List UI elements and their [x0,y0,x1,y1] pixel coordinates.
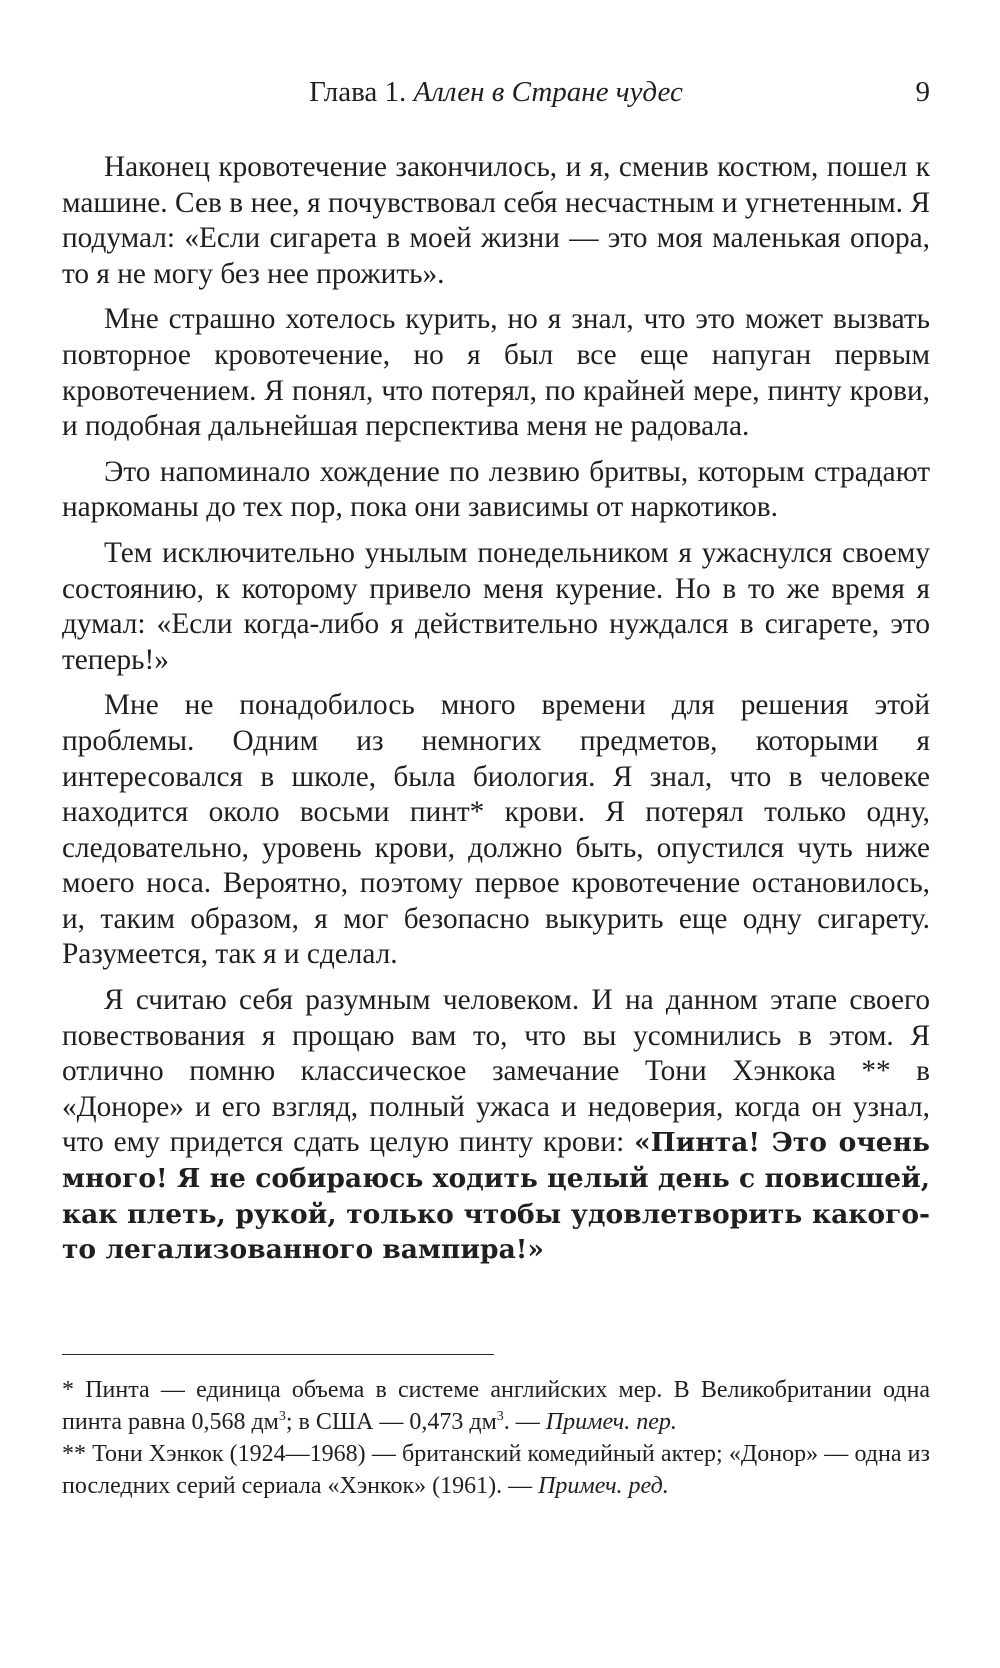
footnote-2 [62,1438,930,1502]
footnote-1-text: * Пинта — единица объема в системе английских мер. В Великобритании одна пинта равна 0,568 дм [62,1377,930,1435]
chapter-title: Аллен в Стране чудес [413,76,683,108]
footnote-1 [62,1374,930,1438]
footnote-2-text: ** Тони Хэнкок (1924—1968) — британский комедийный актер; «Донор» — одна из последних серий сериала «Хэнкок» (1961). — [62,1441,930,1499]
footnote-2-note: Примеч. ред. [538,1473,669,1499]
chapter-label: Глава 1. [309,76,407,108]
footnote-1-superscript-2: 3 [496,1409,504,1424]
footnote-1-middle: ; в США — 0,473 дм [285,1409,497,1435]
page-number: 9 [915,76,930,108]
footnote-1-note: Примеч. пер. [545,1409,677,1435]
footnote-1-superscript-1: 3 [278,1409,286,1424]
running-header [62,72,930,112]
paragraph-4: Тем исключительно унылым понедельником я ужаснулся своему состоянию, к которому привело меня курение. Но в то же время я думал: «Если когда-либо я действительно нуждался в сигарете, это теперь!» [62,536,930,676]
footnote-divider [62,1354,494,1355]
paragraph-6 [62,983,930,1268]
footnote-1-end: . — [503,1409,540,1435]
paragraph-5: Мне не понадобилось много времени для решения этой проблемы. Одним из немногих предметов, которыми я интересовался в школе, была биология. Я знал, что в человеке находится около восьми пинт* крови. Я потерял только одну, следовательно, уровень крови, должно быть, опустился чуть ниже моего носа. Вероятно, поэтому первое кровотечение остановилось, и, таким образом, я мог безопасно выкурить еще одну сигарету. Разумеется, так я и сделал. [62,689,930,971]
paragraph-3: Это напоминало хождение по лезвию бритвы, которым страдают наркоманы до тех пор, пока они зависимы от наркотиков. [62,455,930,524]
chapter-heading [62,72,930,112]
main-text [62,150,930,1268]
paragraph-2: Мне страшно хотелось курить, но я знал, что это может вызвать повторное кровотечение, но я был все еще напуган первым кровотечением. Я понял, что потерял, по крайней мере, пинту крови, и подобная дальнейшая перспектива меня не радовала. [62,303,930,443]
paragraph-1: Наконец кровотечение закончилось, и я, сменив костюм, пошел к машине. Сев в нее, я почувствовал себя несчастным и угнетенным. Я подумал: «Если сигарета в моей жизни — это моя маленькая опора, то я не могу без нее прожить». [62,151,930,290]
paragraph-6-text: Я считаю себя разумным человеком. И на данном этапе своего повествования я прощаю вам то, что вы усомнились в этом. Я отлично помню классическое замечание Тони Хэнкока ** в «Доноре» и его взгляд, полный ужаса и недоверия, когда он узнал, что ему придется сдать целую пинту крови: [62,984,930,1159]
footnotes [62,1374,930,1502]
bold-quote: «Пинта! Это очень много! Я не собираюсь ходить целый день с повисшей, как плеть, рукой, только чтобы удовлетворить какого-то легализованного вампира!» [62,1127,930,1266]
